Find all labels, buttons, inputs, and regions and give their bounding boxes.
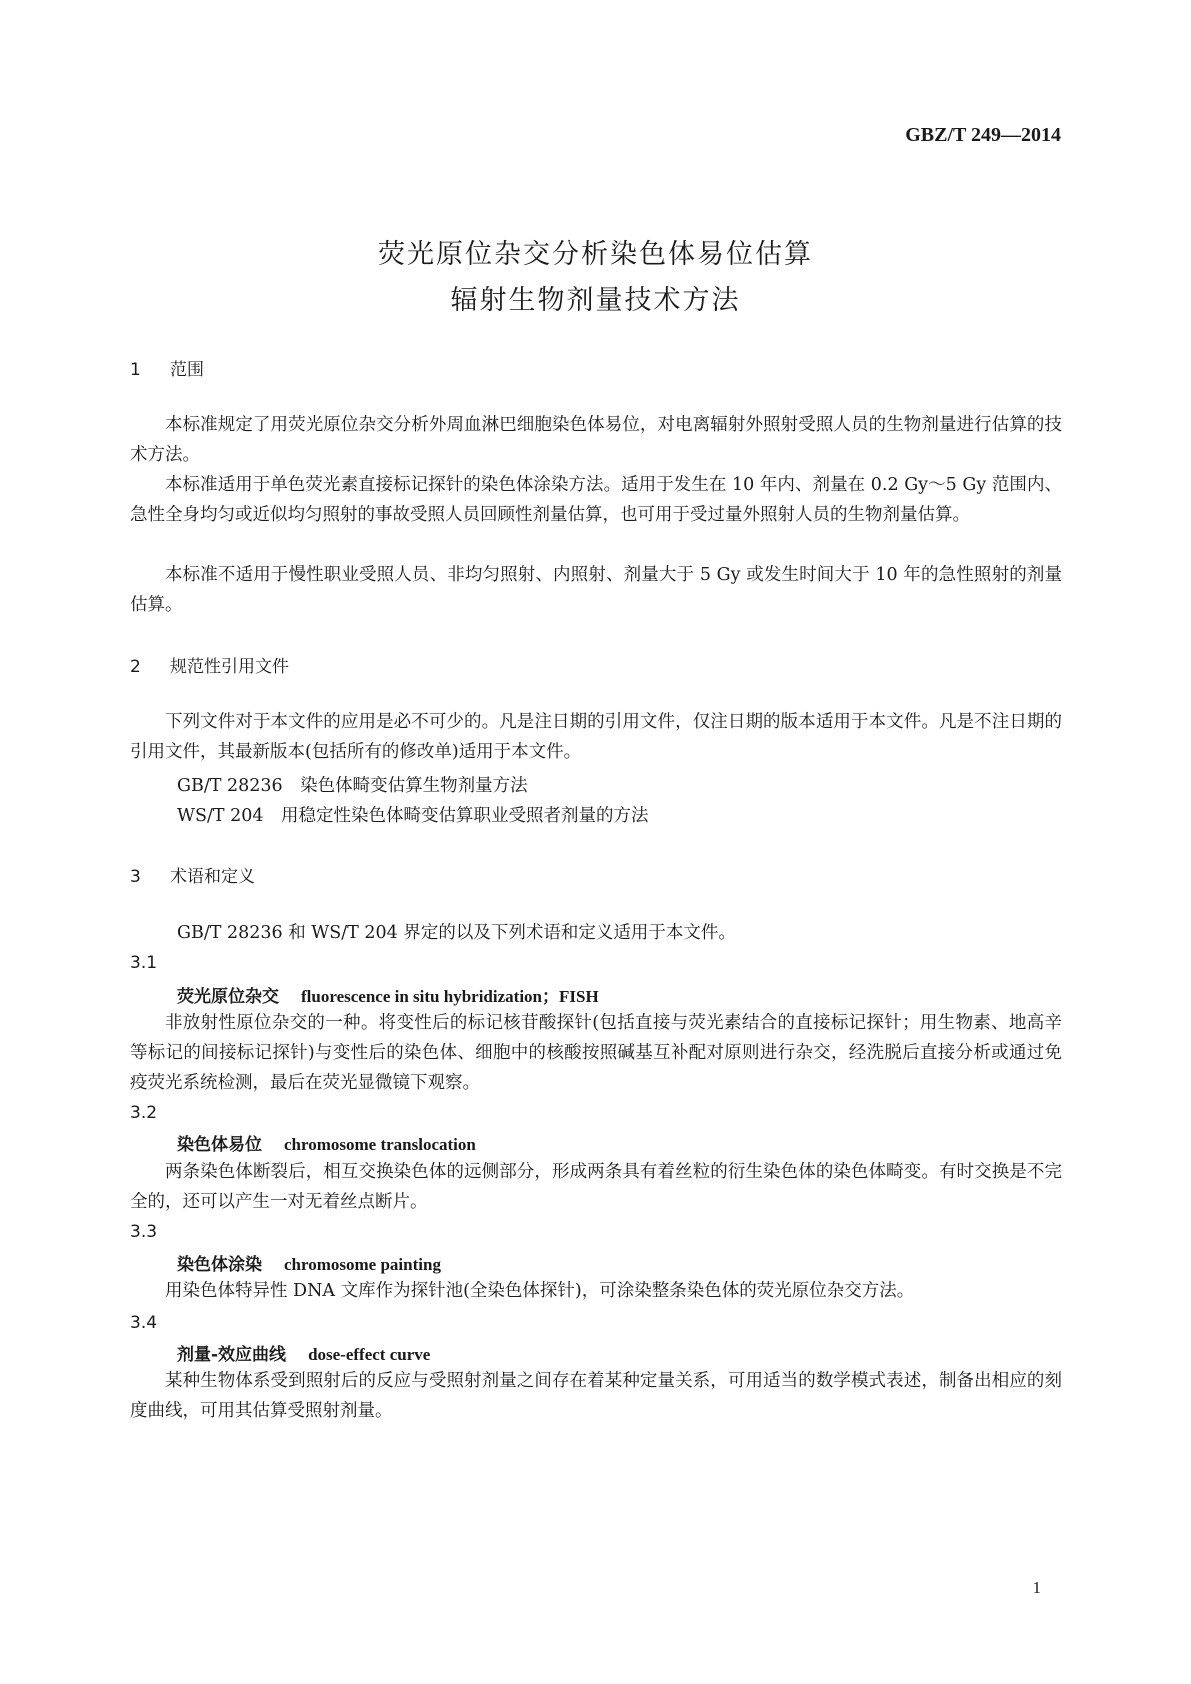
section-2-paragraph-1: 下列文件对于本文件的应用是必不可少的。凡是注日期的引用文件，仅注日期的版本适用于本文件。凡是不注日期的引用文件，其最新版本(包括所有的修改单)适用于本文件。 [130,712,1062,762]
term-heading [177,982,599,1007]
term-en: chromosome translocation [284,1135,476,1154]
term-definition: 两条染色体断裂后，相互交换染色体的远侧部分，形成两条具有着丝粒的衍生染色体的染色体畸变。有时交换是不完全的，还可以产生一对无着丝点断片。 [130,1162,1062,1212]
section-3-heading [130,862,255,887]
term-en: dose-effect curve [308,1345,431,1364]
page-number: 1 [1032,1578,1041,1597]
section-title: 术语和定义 [170,867,255,887]
term-heading [177,1250,441,1275]
term-en: fluorescence in situ hybridization；FISH [301,987,599,1006]
section-number: 1 [130,360,141,380]
term-zh: 染色体易位 [177,1135,262,1155]
term-definition: 某种生物体系受到照射后的反应与受照射剂量之间存在着某种定量关系，可用适当的数学模式表述，制备出相应的刻度曲线，可用其估算受照射剂量。 [130,1371,1062,1421]
section-2-heading [130,652,289,677]
term-heading [177,1130,476,1155]
clause-number: 3.4 [130,1313,158,1333]
section-1-heading [130,355,204,380]
term-definition: 用染色体特异性 DNA 文库作为探针池(全染色体探针)，可涂染整条染色体的荧光原位杂交方法。 [165,1281,915,1301]
term-en: chromosome painting [284,1255,441,1274]
term-zh: 染色体涂染 [177,1255,262,1275]
term-heading [177,1340,430,1365]
normative-reference-1: GB/T 28236 染色体畸变估算生物剂量方法 [177,776,528,796]
clause-number: 3.2 [130,1103,158,1123]
clause-number: 3.3 [130,1222,158,1242]
term-definition: 非放射性原位杂交的一种。将变性后的标记核苷酸探针(包括直接与荧光素结合的直接标记探针；用生物素、地高辛等标记的间接标记探针)与变性后的染色体、细胞中的核酸按照碱基互补配对原则进行杂交，经洗脱后直接分析或通过免疫荧光系统检测，最后在荧光显微镜下观察。 [130,1013,1062,1093]
document-title-line-1: 荧光原位杂交分析染色体易位估算 [378,239,813,270]
section-title: 范围 [170,360,204,380]
term-zh: 剂量-效应曲线 [177,1345,287,1365]
document-title-line-2: 辐射生物剂量技术方法 [450,285,741,316]
section-1-paragraph-1: 本标准规定了用荧光原位杂交分析外周血淋巴细胞染色体易位，对电离辐射外照射受照人员的生物剂量进行估算的技术方法。 [130,415,1062,465]
section-number: 3 [130,867,141,887]
section-number: 2 [130,657,141,677]
section-3-intro: GB/T 28236 和 WS/T 204 界定的以及下列术语和定义适用于本文件。 [177,923,736,943]
term-zh: 荧光原位杂交 [177,987,279,1007]
normative-reference-2: WS/T 204 用稳定性染色体畸变估算职业受照者剂量的方法 [177,806,649,826]
clause-number: 3.1 [130,953,158,973]
section-1-paragraph-2: 本标准适用于单色荧光素直接标记探针的染色体涂染方法。适用于发生在 10 年内、剂量在 0.2 Gy～5 Gy 范围内、急性全身均匀或近似均匀照射的事故受照人员回顾性剂量估算，也可用于受过量外照射人员的生物剂量估算。 [130,475,1062,525]
section-title: 规范性引用文件 [170,657,289,677]
document-code: GBZ/T 249—2014 [905,124,1061,146]
section-1-paragraph-3: 本标准不适用于慢性职业受照人员、非均匀照射、内照射、剂量大于 5 Gy 或发生时间大于 10 年的急性照射的剂量估算。 [130,565,1062,615]
